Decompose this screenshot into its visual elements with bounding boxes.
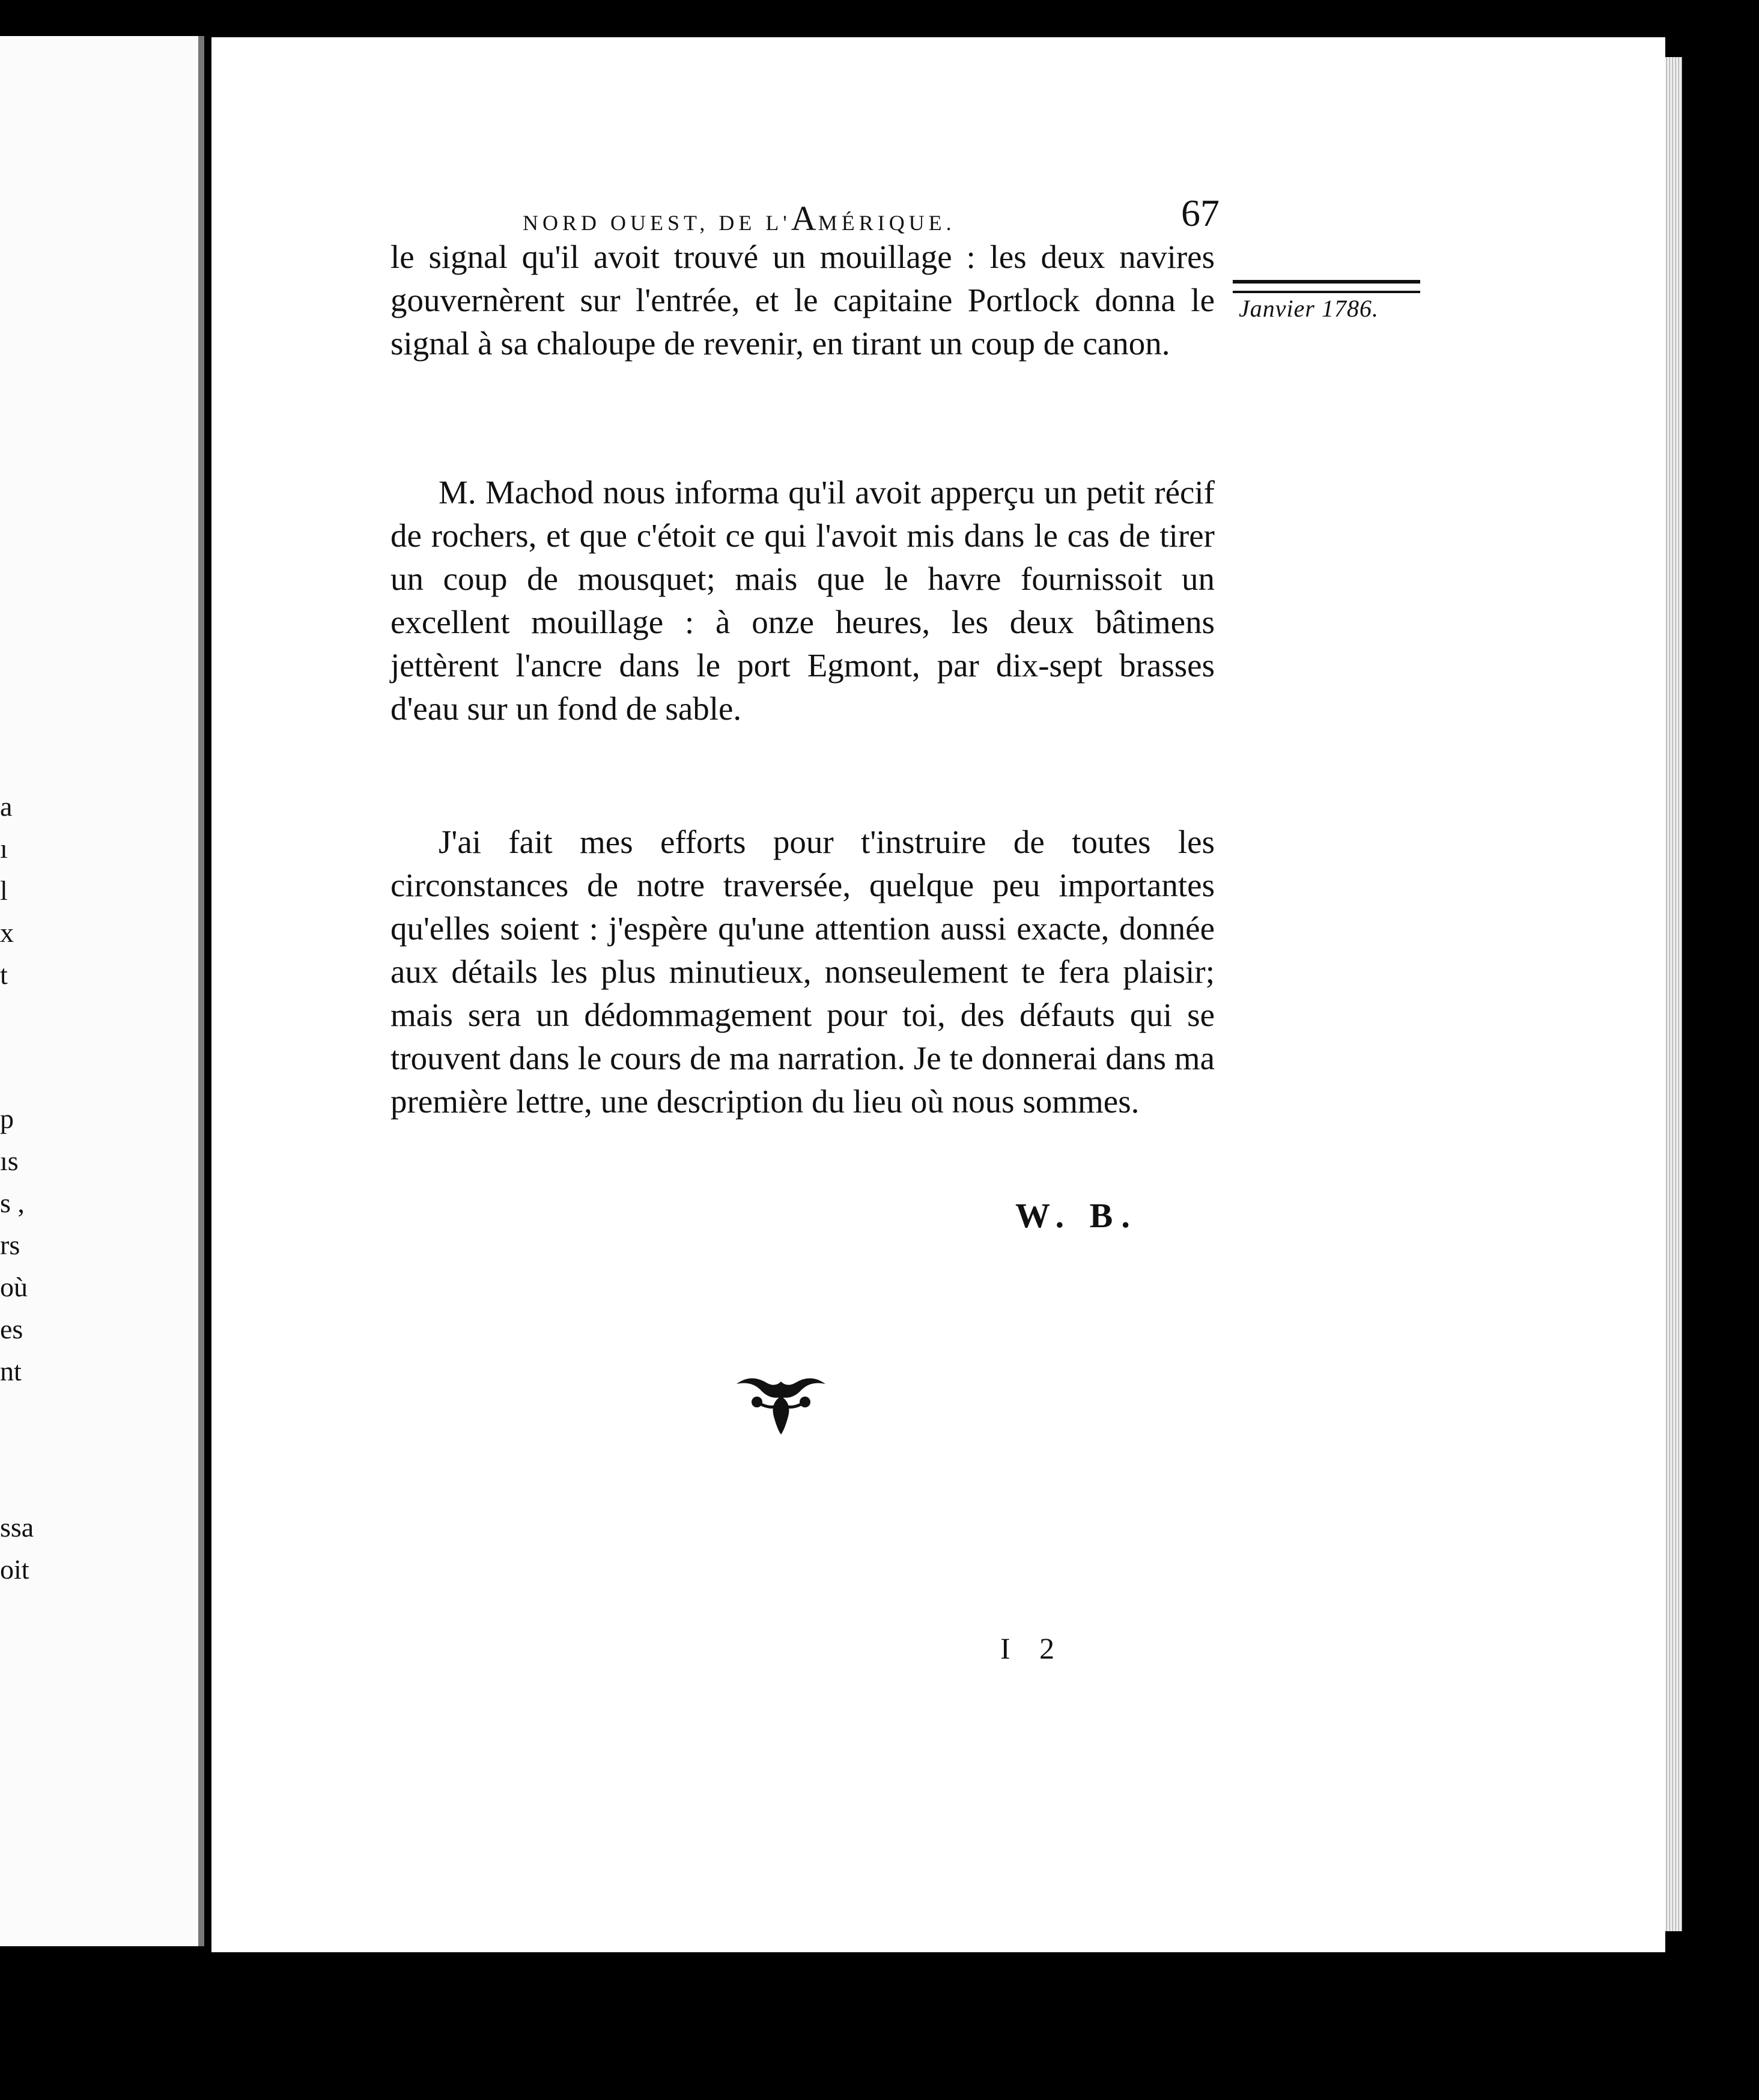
- fleuron-ornament-icon: [733, 1371, 829, 1437]
- running-head: [523, 198, 956, 238]
- facing-page-fragment: où: [0, 1272, 28, 1302]
- facing-page-fragment: s ,: [0, 1188, 25, 1218]
- signature-mark: I 2: [1000, 1631, 1066, 1665]
- facing-page-fragment: rs: [0, 1230, 20, 1260]
- facing-page-fragment: t: [0, 959, 8, 990]
- paragraph-2: M. Machod nous informa qu'il avoit apperçu un petit récif de rochers, et que c'étoit ce qui l'avoit mis dans le cas de tirer un coup de mousquet; mais que le havre fournissoit un excellent mouillage : à onze heures, les deux bâtimens jettèrent l'ancre dans le port Egmont, par dix-sept brasses d'eau sur un fond de sable.: [390, 474, 1215, 727]
- page-edges: [1665, 57, 1682, 1931]
- facing-page-fragment: a: [0, 791, 13, 822]
- facing-page: [0, 36, 204, 1946]
- facing-page-fragment: x: [0, 917, 14, 948]
- paragraph-1: le signal qu'il avoit trouvé un mouillage : les deux navires gouvernèrent sur l'entrée, et le capitaine Portlock donna le signal à sa chaloupe de revenir, en tirant un coup de canon.: [390, 238, 1215, 362]
- running-head-text-end: MÉRIQUE.: [818, 211, 956, 235]
- facing-page-fragment: ıs: [0, 1146, 19, 1176]
- facing-page-fragment: es: [0, 1314, 23, 1344]
- page-number: 67: [1181, 192, 1220, 234]
- letter-signature: W. B.: [1015, 1196, 1138, 1235]
- facing-page-fragment: l: [0, 875, 8, 906]
- facing-page-fragment: p: [0, 1103, 14, 1134]
- margin-rule: [1233, 280, 1420, 293]
- facing-page-fragment: ssa: [0, 1512, 34, 1543]
- facing-page-fragment: ı: [0, 833, 8, 864]
- facing-page-fragment: nt: [0, 1356, 22, 1386]
- margin-date-note: Janvier 1786.: [1239, 295, 1379, 322]
- running-head-text: NORD OUEST, DE L': [523, 211, 791, 235]
- paragraph-3: J'ai fait mes efforts pour t'instruire de toutes les circonstances de notre traversée, quelque peu importantes qu'elles soient : j'espère qu'une attention aussi exacte, donnée aux détails les plus minutieux, nonseulement te fera plaisir; mais sera un dédommagement pour toi, des défauts qui se trouvent dans le cours de ma narration. Je te donnerai dans ma première lettre, une description du lieu où nous sommes.: [390, 824, 1215, 1120]
- running-head-capital: A: [791, 199, 818, 238]
- facing-page-fragment: oit: [0, 1554, 29, 1585]
